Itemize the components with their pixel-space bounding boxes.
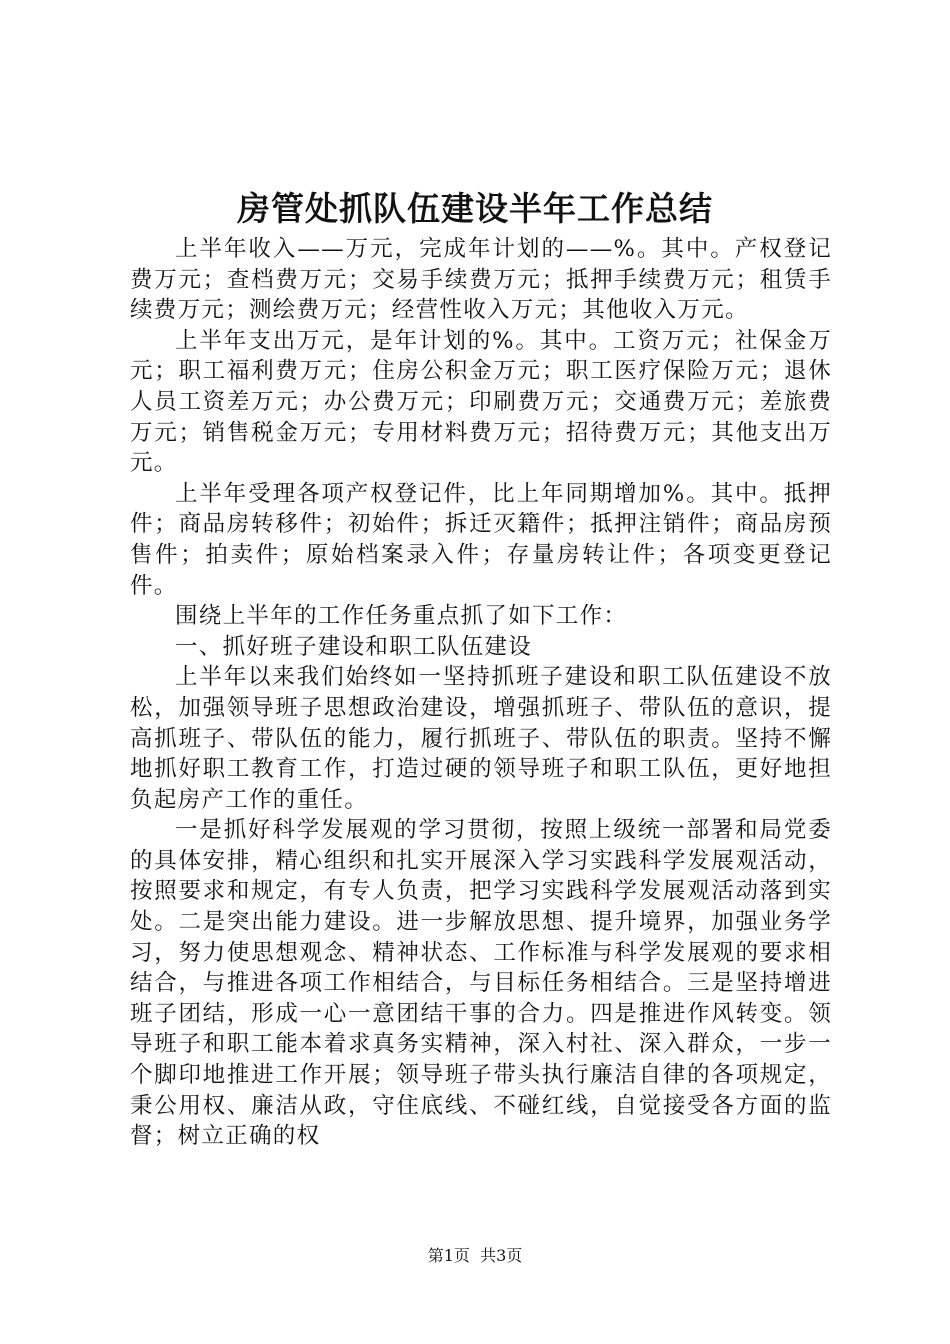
page-total: 共3页 [480, 1246, 523, 1265]
section-heading-1: 一、抓好班子建设和职工队伍建设 [175, 633, 533, 660]
page-footer [0, 1245, 950, 1267]
paragraph-expenditure: 上半年支出万元，是年计划的%。其中。工资万元；社保金万元；职工福利费万元；住房公积金万元；职工医疗保险万元；退休人员工资差万元；办公费万元；印刷费万元；交通费万元；差旅费万元；销售税金万元；专用材料费万元；招待费万元；其他支出万元。 [130, 327, 832, 477]
document-title: 房管处抓队伍建设半年工作总结 [237, 189, 713, 228]
paragraph-team-building: 上半年以来我们始终如一坚持抓班子建设和职工队伍建设不放松，加强领导班子思想政治建设，增强抓班子、带队伍的意识，提高抓班子、带队伍的能力，履行抓班子、带队伍的职责。坚持不懈地抓好职工教育工作，打造过硬的领导班子和职工队伍，更好地担负起房产工作的重任。 [130, 664, 832, 813]
paragraph-registration: 上半年受理各项产权登记件，比上年同期增加%。其中。抵押件；商品房转移件；初始件；拆迁灭籍件；抵押注销件；商品房预售件；拍卖件；原始档案录入件；存量房转让件；各项变更登记件。 [130, 480, 832, 599]
page-number: 第1页 [427, 1246, 470, 1265]
paragraph-work-intro: 围绕上半年的工作任务重点抓了如下工作： [175, 603, 628, 630]
document-body [130, 234, 832, 1152]
paragraph-income: 上半年收入——万元，完成年计划的——%。其中。产权登记费万元；查档费万元；交易手续费万元；抵押手续费万元；租赁手续费万元；测绘费万元；经营性收入万元；其他收入万元。 [130, 236, 832, 324]
paragraph-measures: 一是抓好科学发展观的学习贯彻，按照上级统一部署和局党委的具体安排，精心组织和扎实开展深入学习实践科学发展观活动，按照要求和规定，有专人负责，把学习实践科学发展观活动落到实处。二是突出能力建设。进一步解放思想、提升境界，加强业务学习，努力使思想观念、精神状态、工作标准与科学发展观的要求相结合，与推进各项工作相结合，与目标任务相结合。三是坚持增进班子团结，形成一心一意团结干事的合力。四是推进作风转变。领导班子和职工能本着求真务实精神，深入村社、深入群众，一步一个脚印地推进工作开展；领导班子带头执行廉洁自律的各项规定，秉公用权、廉洁从政，守住底线、不碰红线，自觉接受各方面的监督；树立正确的权 [130, 817, 832, 1150]
